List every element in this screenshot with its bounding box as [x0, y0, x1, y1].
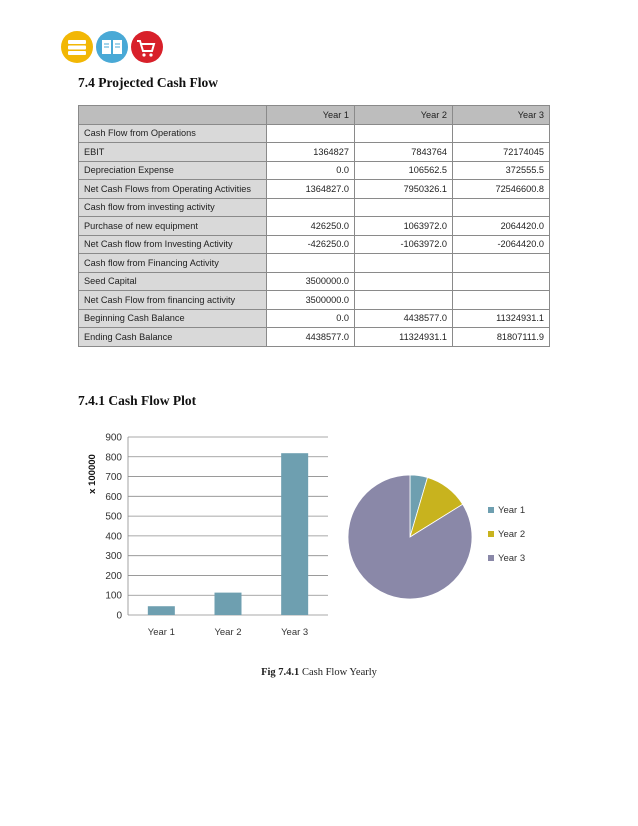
- row-label: Cash flow from Financing Activity: [79, 254, 267, 273]
- row-label: Net Cash Flows from Operating Activities: [79, 180, 267, 199]
- table-cell: [453, 198, 550, 217]
- table-header-cell: Year 1: [267, 106, 355, 125]
- row-label: Net Cash flow from Investing Activity: [79, 235, 267, 254]
- table-cell: 1063972.0: [355, 217, 453, 236]
- logo: [60, 30, 164, 64]
- table-cell: 4438577.0: [355, 309, 453, 328]
- y-tick-label: 500: [105, 511, 122, 523]
- table-header-cell: [79, 106, 267, 125]
- table-row: [79, 254, 550, 273]
- bar: [148, 606, 175, 615]
- y-tick-label: 0: [116, 610, 122, 622]
- row-label: Purchase of new equipment: [79, 217, 267, 236]
- table-cell: [453, 291, 550, 310]
- table-header-cell: Year 3: [453, 106, 550, 125]
- table-cell: [267, 254, 355, 273]
- table-cell: -2064420.0: [453, 235, 550, 254]
- figure-caption-text: Cash Flow Yearly: [301, 667, 377, 678]
- table-cell: [355, 291, 453, 310]
- bar: [281, 453, 308, 615]
- legend-swatch: [488, 507, 494, 513]
- legend-label: Year 3: [498, 553, 526, 564]
- bar-chart: [78, 425, 338, 650]
- y-tick-label: 800: [105, 452, 122, 464]
- y-tick-label: 400: [105, 531, 122, 543]
- section-title-cash-flow-plot: 7.4.1 Cash Flow Plot: [78, 393, 197, 408]
- table-row: [79, 328, 550, 347]
- table-cell: [453, 124, 550, 143]
- row-label: Ending Cash Balance: [79, 328, 267, 347]
- table-row: [79, 124, 550, 143]
- table-row: [79, 235, 550, 254]
- table-cell: 0.0: [267, 161, 355, 180]
- row-label: Beginning Cash Balance: [79, 309, 267, 328]
- row-label: Cash Flow from Operations: [79, 124, 267, 143]
- y-tick-label: 900: [105, 432, 122, 444]
- table-cell: 72546600.8: [453, 180, 550, 199]
- table-cell: 3500000.0: [267, 272, 355, 291]
- table-row: [79, 161, 550, 180]
- table-cell: 2064420.0: [453, 217, 550, 236]
- table-cell: 426250.0: [267, 217, 355, 236]
- table-cell: -426250.0: [267, 235, 355, 254]
- table-cell: [355, 272, 453, 291]
- row-label: Net Cash Flow from financing activity: [79, 291, 267, 310]
- y-tick-label: 700: [105, 472, 122, 484]
- legend-swatch: [488, 555, 494, 561]
- table-cell: 81807111.9: [453, 328, 550, 347]
- x-tick-label: Year 1: [147, 627, 175, 638]
- table-cell: [453, 272, 550, 291]
- table-cell: 3500000.0: [267, 291, 355, 310]
- row-label: Cash flow from investing activity: [79, 198, 267, 217]
- section-title-projected-cash-flow: 7.4 Projected Cash Flow: [78, 75, 218, 90]
- bar: [215, 593, 242, 615]
- cash-flow-table: [78, 105, 550, 347]
- table-row: [79, 180, 550, 199]
- legend-swatch: [488, 531, 494, 537]
- table-cell: 372555.5: [453, 161, 550, 180]
- table-cell: [267, 198, 355, 217]
- table-row: [79, 272, 550, 291]
- table-cell: 106562.5: [355, 161, 453, 180]
- table-row: [79, 198, 550, 217]
- table-row: [79, 143, 550, 162]
- y-tick-label: 100: [105, 590, 122, 602]
- cart-icon: [131, 31, 163, 63]
- pie-chart: [340, 465, 570, 610]
- y-tick-label: 300: [105, 551, 122, 563]
- table-cell: 1364827: [267, 143, 355, 162]
- table-cell: [355, 254, 453, 273]
- legend-label: Year 1: [498, 505, 526, 516]
- table-row: [79, 217, 550, 236]
- row-label: Seed Capital: [79, 272, 267, 291]
- table-cell: 7843764: [355, 143, 453, 162]
- y-axis-label: x 100000: [87, 454, 98, 494]
- x-tick-label: Year 3: [281, 627, 309, 638]
- table-header-cell: Year 2: [355, 106, 453, 125]
- x-tick-label: Year 2: [214, 627, 242, 638]
- legend-label: Year 2: [498, 529, 526, 540]
- table-cell: 11324931.1: [453, 309, 550, 328]
- table-cell: [267, 124, 355, 143]
- y-tick-label: 600: [105, 491, 122, 503]
- table-cell: -1063972.0: [355, 235, 453, 254]
- table-cell: 7950326.1: [355, 180, 453, 199]
- row-label: EBIT: [79, 143, 267, 162]
- table-cell: [355, 198, 453, 217]
- table-cell: 72174045: [453, 143, 550, 162]
- figure-caption: [0, 667, 638, 678]
- row-label: Depreciation Expense: [79, 161, 267, 180]
- figure-caption-label: Fig 7.4.1: [261, 667, 300, 678]
- y-tick-label: 200: [105, 570, 122, 582]
- table-cell: [453, 254, 550, 273]
- table-row: [79, 291, 550, 310]
- stack-icon: [61, 31, 93, 63]
- table-cell: 11324931.1: [355, 328, 453, 347]
- table-cell: 0.0: [267, 309, 355, 328]
- book-icon: [96, 31, 128, 63]
- table-cell: 4438577.0: [267, 328, 355, 347]
- table-cell: [355, 124, 453, 143]
- table-header-row: [79, 106, 550, 125]
- table-row: [79, 309, 550, 328]
- table-cell: 1364827.0: [267, 180, 355, 199]
